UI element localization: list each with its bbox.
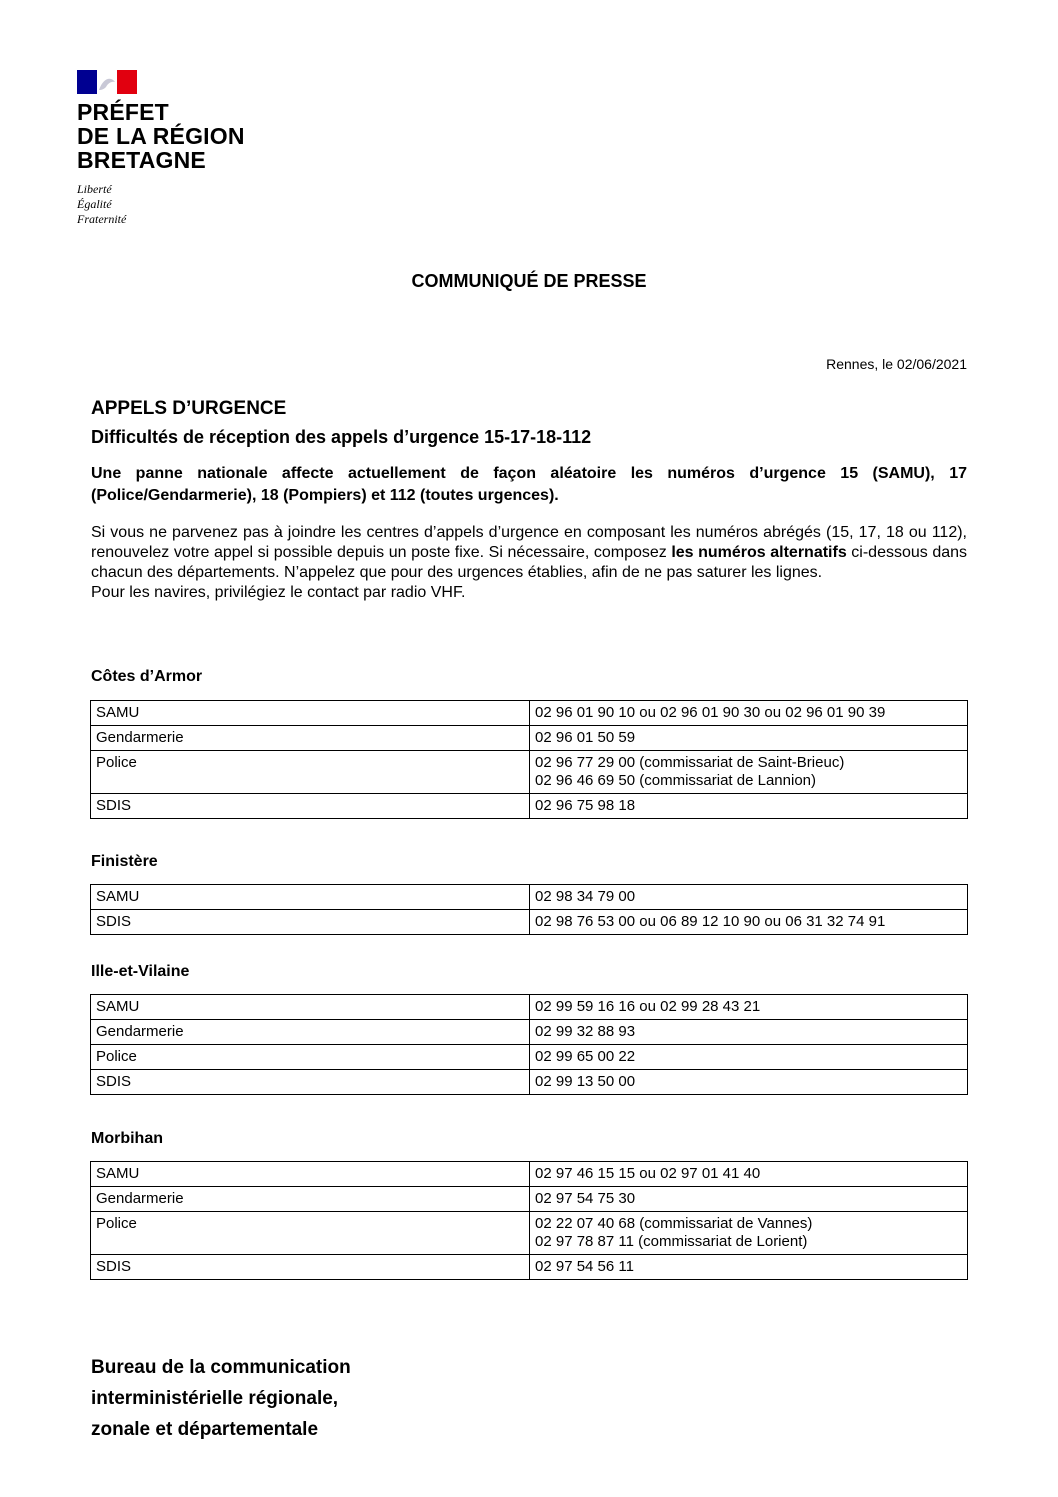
table-row	[91, 1187, 968, 1212]
number-cell	[530, 1020, 968, 1045]
service-cell: Gendarmerie	[91, 1187, 530, 1212]
service-cell: Gendarmerie	[91, 726, 530, 751]
number-cell	[530, 995, 968, 1020]
service-cell: SDIS	[91, 1070, 530, 1095]
service-cell: SDIS	[91, 910, 530, 935]
prefet-line-1: PRÉFET	[77, 99, 169, 125]
body-paragraph-2: Pour les navires, privilégiez le contact par radio VHF.	[91, 584, 466, 601]
number-cell	[530, 910, 968, 935]
phone-number: 02 96 01 50 59	[535, 729, 636, 746]
table-row	[91, 794, 968, 819]
motto-liberte: Liberté	[77, 182, 112, 196]
phone-number: 02 96 01 90 10 ou 02 96 01 90 30 ou 02 96 01 90 39	[535, 704, 886, 721]
number-cell	[530, 726, 968, 751]
contacts-table-cotes-darmor	[90, 700, 968, 819]
service-cell: SAMU	[91, 701, 530, 726]
number-cell	[530, 751, 968, 794]
contacts-table-ille-et-vilaine	[90, 994, 968, 1095]
footer-line-3: zonale et départementale	[91, 1419, 319, 1440]
department-heading-finistere: Finistère	[91, 853, 158, 870]
number-cell	[530, 701, 968, 726]
department-heading-morbihan: Morbihan	[91, 1130, 163, 1147]
phone-number: 02 97 54 75 30	[535, 1190, 636, 1207]
phone-number: 02 98 76 53 00 ou 06 89 12 10 90 ou 06 31 32 74 91	[535, 913, 886, 930]
prefet-line-2: DE LA RÉGION	[77, 123, 245, 149]
contacts-table-finistere	[90, 884, 968, 935]
body-p1-emphasis: les numéros alternatifs	[671, 544, 847, 561]
phone-number: 02 99 32 88 93	[535, 1023, 636, 1040]
prefecture-logo	[77, 70, 245, 227]
number-cell	[530, 1045, 968, 1070]
table-row	[91, 1255, 968, 1280]
phone-number: 02 99 13 50 00	[535, 1073, 636, 1090]
marianne-flag-icon	[77, 70, 137, 94]
service-cell: SDIS	[91, 1255, 530, 1280]
table-row	[91, 1070, 968, 1095]
prefet-line-3: BRETAGNE	[77, 147, 206, 173]
body-paragraph-1	[91, 523, 967, 583]
service-cell: SAMU	[91, 1162, 530, 1187]
phone-number: 02 97 46 15 15 ou 02 97 01 41 40	[535, 1165, 761, 1182]
table-row	[91, 1212, 968, 1255]
phone-number: 02 97 54 56 11	[535, 1258, 634, 1275]
lead-paragraph: Une panne nationale affecte actuellement de façon aléatoire les numéros d’urgence 15 (SAMU), 17 (Police/Gendarmerie), 18 (Pompiers) et 112 (toutes urgences).	[91, 465, 967, 504]
number-cell	[530, 1187, 968, 1212]
service-cell: Police	[91, 1212, 530, 1255]
table-row	[91, 1045, 968, 1070]
phone-number: 02 96 77 29 00 (commissariat de Saint-Brieuc)	[535, 754, 845, 771]
main-heading: APPELS D’URGENCE	[91, 398, 287, 419]
table-row	[91, 701, 968, 726]
table-row	[91, 1020, 968, 1045]
table-row	[91, 910, 968, 935]
service-cell: SAMU	[91, 885, 530, 910]
table-row	[91, 885, 968, 910]
body-p1-end: ci-dessous dans chacun des départements. N’appelez que pour des urgences établies, afin de ne pas saturer les lignes.	[91, 544, 968, 581]
contacts-table-morbihan	[90, 1161, 968, 1280]
footer-signature	[91, 1352, 351, 1445]
table-row	[91, 995, 968, 1020]
department-heading-cotes-darmor: Côtes d’Armor	[91, 668, 203, 685]
service-cell: SAMU	[91, 995, 530, 1020]
service-cell: Police	[91, 751, 530, 794]
phone-number: 02 22 07 40 68 (commissariat de Vannes)	[535, 1215, 813, 1232]
sub-heading: Difficultés de réception des appels d’urgence 15-17-18-112	[91, 427, 592, 447]
number-cell	[530, 1162, 968, 1187]
footer-line-2: interministérielle régionale,	[91, 1388, 339, 1409]
phone-number: 02 99 59 16 16 ou 02 99 28 43 21	[535, 998, 761, 1015]
body-text	[91, 523, 967, 603]
phone-number: 02 99 65 00 22	[535, 1048, 636, 1065]
motto-egalite: Égalité	[77, 197, 112, 211]
republic-motto	[77, 182, 245, 227]
phone-number: 02 96 75 98 18	[535, 797, 636, 814]
service-cell: Gendarmerie	[91, 1020, 530, 1045]
service-cell: Police	[91, 1045, 530, 1070]
department-heading-ille-et-vilaine: Ille-et-Vilaine	[91, 963, 190, 980]
document-date: Rennes, le 02/06/2021	[826, 356, 967, 372]
phone-number: 02 96 46 69 50 (commissariat de Lannion)	[535, 772, 817, 789]
number-cell	[530, 885, 968, 910]
service-cell: SDIS	[91, 794, 530, 819]
phone-number: 02 98 34 79 00	[535, 888, 636, 905]
table-row	[91, 751, 968, 794]
number-cell	[530, 1212, 968, 1255]
prefet-wordmark	[77, 100, 245, 172]
table-row	[91, 726, 968, 751]
number-cell	[530, 794, 968, 819]
table-row	[91, 1162, 968, 1187]
document-title: COMMUNIQUÉ DE PRESSE	[411, 271, 647, 291]
body-p1-start: Si vous ne parvenez pas à joindre les centres d’appels d’urgence en composant les numéros abrégés (15, 17, 18 ou 112), renouvelez votre appel si possible depuis un poste fixe. Si nécessaire, composez	[91, 524, 967, 561]
number-cell	[530, 1070, 968, 1095]
motto-fraternite: Fraternité	[77, 212, 127, 226]
number-cell	[530, 1255, 968, 1280]
phone-number: 02 97 78 87 11 (commissariat de Lorient)	[535, 1233, 808, 1250]
footer-line-1: Bureau de la communication	[91, 1357, 351, 1378]
